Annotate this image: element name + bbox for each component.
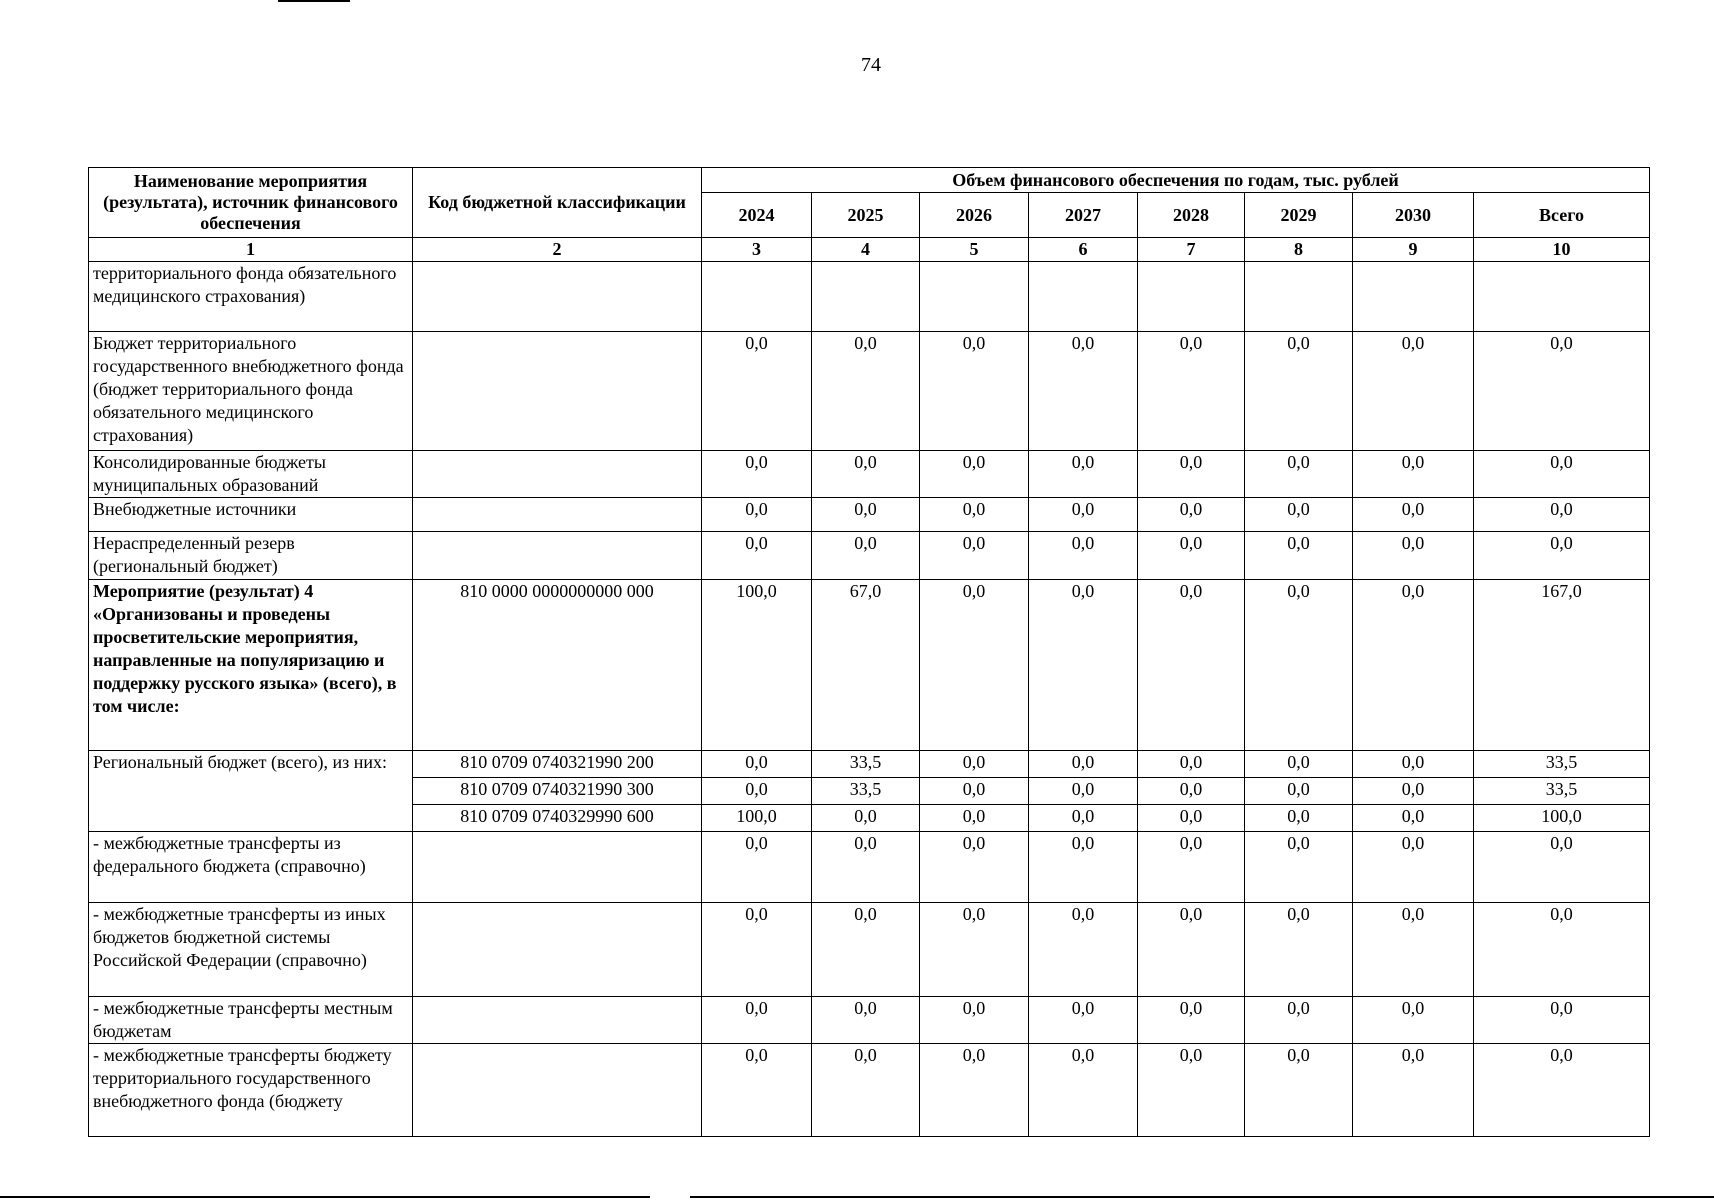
column-number: 6 [1029, 238, 1138, 262]
row-value: 0,0 [1353, 805, 1474, 832]
row-value: 0,0 [812, 532, 920, 580]
row-value: 0,0 [1245, 451, 1353, 498]
row-value: 0,0 [1474, 451, 1650, 498]
table-row [89, 1044, 1650, 1137]
column-number: 9 [1353, 238, 1474, 262]
row-value [1245, 262, 1353, 332]
row-value: 0,0 [1138, 1044, 1245, 1137]
row-value [702, 262, 812, 332]
row-value: 100,0 [702, 805, 812, 832]
row-code: 810 0709 0740329990 600 [413, 805, 702, 832]
row-value: 0,0 [1029, 532, 1138, 580]
column-number: 3 [702, 238, 812, 262]
table-row [89, 903, 1650, 997]
row-value: 0,0 [1474, 332, 1650, 451]
row-value: 0,0 [1029, 451, 1138, 498]
row-value: 0,0 [1474, 498, 1650, 532]
row-value: 0,0 [1029, 498, 1138, 532]
row-value: 0,0 [1353, 751, 1474, 778]
row-value: 0,0 [1353, 778, 1474, 805]
row-value: 0,0 [812, 451, 920, 498]
row-value: 0,0 [1353, 580, 1474, 751]
row-value: 33,5 [812, 778, 920, 805]
financing-table [88, 167, 1650, 1137]
row-value: 0,0 [702, 532, 812, 580]
row-code [413, 498, 702, 532]
row-value [1474, 262, 1650, 332]
row-code [413, 262, 702, 332]
row-value: 0,0 [1029, 1044, 1138, 1137]
row-value: 0,0 [702, 997, 812, 1044]
row-value: 100,0 [1474, 805, 1650, 832]
row-value: 0,0 [1138, 805, 1245, 832]
row-name: Нераспределенный резерв (региональный бюджет) [89, 532, 413, 580]
row-value [812, 262, 920, 332]
table-row [89, 997, 1650, 1044]
row-code [413, 451, 702, 498]
table-row [89, 751, 1650, 778]
row-code [413, 832, 702, 903]
column-numbers-row [89, 238, 1650, 262]
row-code [413, 997, 702, 1044]
row-value: 0,0 [1245, 580, 1353, 751]
row-value: 0,0 [702, 1044, 812, 1137]
row-value: 0,0 [1029, 903, 1138, 997]
row-code: 810 0000 0000000000 000 [413, 580, 702, 751]
row-value: 0,0 [1029, 997, 1138, 1044]
row-value: 0,0 [920, 997, 1029, 1044]
row-value: 167,0 [1474, 580, 1650, 751]
row-code [413, 1044, 702, 1137]
row-value: 0,0 [1138, 498, 1245, 532]
row-value: 0,0 [920, 451, 1029, 498]
row-value: 0,0 [1245, 997, 1353, 1044]
row-value: 0,0 [1474, 832, 1650, 903]
row-value: 0,0 [920, 498, 1029, 532]
header-volume-group: Объем финансового обеспечения по годам, тыс. рублей [702, 168, 1650, 193]
column-number: 4 [812, 238, 920, 262]
row-name: Мероприятие (результат) 4 «Организованы и проведены просветительские мероприятия, направленные на популяризацию и поддержку русского языка» (всего), в том числе: [89, 580, 413, 751]
row-value: 0,0 [920, 332, 1029, 451]
row-value: 0,0 [1353, 1044, 1474, 1137]
row-value: 0,0 [1138, 997, 1245, 1044]
row-value: 0,0 [920, 1044, 1029, 1137]
table-row [89, 532, 1650, 580]
row-value: 0,0 [1245, 903, 1353, 997]
row-value: 0,0 [1138, 451, 1245, 498]
row-name: Бюджет территориального государственного внебюджетного фонда (бюджет территориального фонда обязательного медицинского страхования) [89, 332, 413, 451]
row-value: 0,0 [1474, 1044, 1650, 1137]
row-value: 0,0 [702, 778, 812, 805]
row-value: 0,0 [812, 805, 920, 832]
row-value: 0,0 [1353, 498, 1474, 532]
row-value: 33,5 [1474, 778, 1650, 805]
row-value: 0,0 [1029, 580, 1138, 751]
row-value: 0,0 [702, 832, 812, 903]
table-row [89, 451, 1650, 498]
row-value: 100,0 [702, 580, 812, 751]
row-value: 0,0 [1474, 532, 1650, 580]
row-value: 0,0 [1353, 832, 1474, 903]
row-value: 0,0 [1353, 997, 1474, 1044]
row-value: 0,0 [1138, 580, 1245, 751]
header-year-2030: 2030 [1353, 193, 1474, 238]
row-value: 0,0 [1029, 832, 1138, 903]
header-year-2027: 2027 [1029, 193, 1138, 238]
header-year-2026: 2026 [920, 193, 1029, 238]
header-total: Всего [1474, 193, 1650, 238]
row-value: 0,0 [920, 751, 1029, 778]
row-value: 0,0 [920, 580, 1029, 751]
row-value: 0,0 [1138, 532, 1245, 580]
row-name: Внебюджетные источники [89, 498, 413, 532]
table-row [89, 580, 1650, 751]
row-value: 0,0 [1474, 997, 1650, 1044]
row-value: 0,0 [1029, 332, 1138, 451]
row-value: 0,0 [1245, 332, 1353, 451]
scan-artifact-bottom-2 [690, 1196, 1714, 1198]
row-value: 0,0 [920, 532, 1029, 580]
row-value: 0,0 [1029, 778, 1138, 805]
header-name-column: Наименование мероприятия (результата), источник финансового обеспечения [89, 168, 413, 238]
row-code: 810 0709 0740321990 300 [413, 778, 702, 805]
header-year-2024: 2024 [702, 193, 812, 238]
header-code-column: Код бюджетной классификации [413, 168, 702, 238]
row-value: 0,0 [812, 498, 920, 532]
row-value: 0,0 [812, 997, 920, 1044]
row-value: 0,0 [1245, 832, 1353, 903]
row-value: 0,0 [702, 332, 812, 451]
column-number: 1 [89, 238, 413, 262]
row-value [1029, 262, 1138, 332]
row-name: - межбюджетные трансферты местным бюджетам [89, 997, 413, 1044]
table-row [89, 332, 1650, 451]
row-value: 0,0 [1245, 778, 1353, 805]
row-value: 0,0 [1474, 903, 1650, 997]
row-name: - межбюджетные трансферты бюджету территориального государственного внебюджетного фонда (бюджету [89, 1044, 413, 1137]
row-code [413, 532, 702, 580]
row-name: территориального фонда обязательного медицинского страхования) [89, 262, 413, 332]
scan-artifact-bottom-1 [0, 1196, 650, 1198]
row-value: 0,0 [1245, 751, 1353, 778]
row-name: - межбюджетные трансферты из иных бюджетов бюджетной системы Российской Федерации (справочно) [89, 903, 413, 997]
row-value: 0,0 [1138, 751, 1245, 778]
row-value: 0,0 [920, 805, 1029, 832]
row-value: 33,5 [1474, 751, 1650, 778]
row-value: 0,0 [1353, 532, 1474, 580]
row-value: 0,0 [1353, 903, 1474, 997]
row-value: 0,0 [1138, 903, 1245, 997]
row-name: Консолидированные бюджеты муниципальных образований [89, 451, 413, 498]
row-value: 0,0 [1245, 805, 1353, 832]
row-value: 0,0 [812, 1044, 920, 1137]
row-value: 0,0 [1138, 832, 1245, 903]
row-code: 810 0709 0740321990 200 [413, 751, 702, 778]
row-value: 0,0 [702, 498, 812, 532]
column-number: 5 [920, 238, 1029, 262]
header-year-2025: 2025 [812, 193, 920, 238]
row-value: 0,0 [1353, 332, 1474, 451]
row-name: - межбюджетные трансферты из федерального бюджета (справочно) [89, 832, 413, 903]
row-value: 0,0 [812, 903, 920, 997]
row-code [413, 903, 702, 997]
row-value: 0,0 [812, 332, 920, 451]
column-number: 8 [1245, 238, 1353, 262]
row-value: 0,0 [1245, 1044, 1353, 1137]
row-value: 0,0 [1138, 778, 1245, 805]
row-code [413, 332, 702, 451]
column-number: 7 [1138, 238, 1245, 262]
row-value: 0,0 [920, 778, 1029, 805]
table-row [89, 262, 1650, 332]
row-value: 0,0 [1245, 498, 1353, 532]
row-value [920, 262, 1029, 332]
row-name: Региональный бюджет (всего), из них: [89, 751, 413, 832]
row-value: 0,0 [1029, 805, 1138, 832]
row-value: 0,0 [702, 903, 812, 997]
row-value: 33,5 [812, 751, 920, 778]
header-year-2029: 2029 [1245, 193, 1353, 238]
row-value: 0,0 [1353, 451, 1474, 498]
row-value [1138, 262, 1245, 332]
row-value: 0,0 [702, 751, 812, 778]
row-value [1353, 262, 1474, 332]
page-number: 74 [861, 54, 881, 76]
row-value: 0,0 [1245, 532, 1353, 580]
row-value: 0,0 [920, 903, 1029, 997]
row-value: 0,0 [812, 832, 920, 903]
column-number: 10 [1474, 238, 1650, 262]
row-value: 67,0 [812, 580, 920, 751]
row-value: 0,0 [920, 832, 1029, 903]
row-value: 0,0 [702, 451, 812, 498]
table-row [89, 832, 1650, 903]
row-value: 0,0 [1029, 751, 1138, 778]
row-value: 0,0 [1138, 332, 1245, 451]
table-row [89, 498, 1650, 532]
header-year-2028: 2028 [1138, 193, 1245, 238]
column-number: 2 [413, 238, 702, 262]
scan-artifact-top [278, 0, 350, 2]
